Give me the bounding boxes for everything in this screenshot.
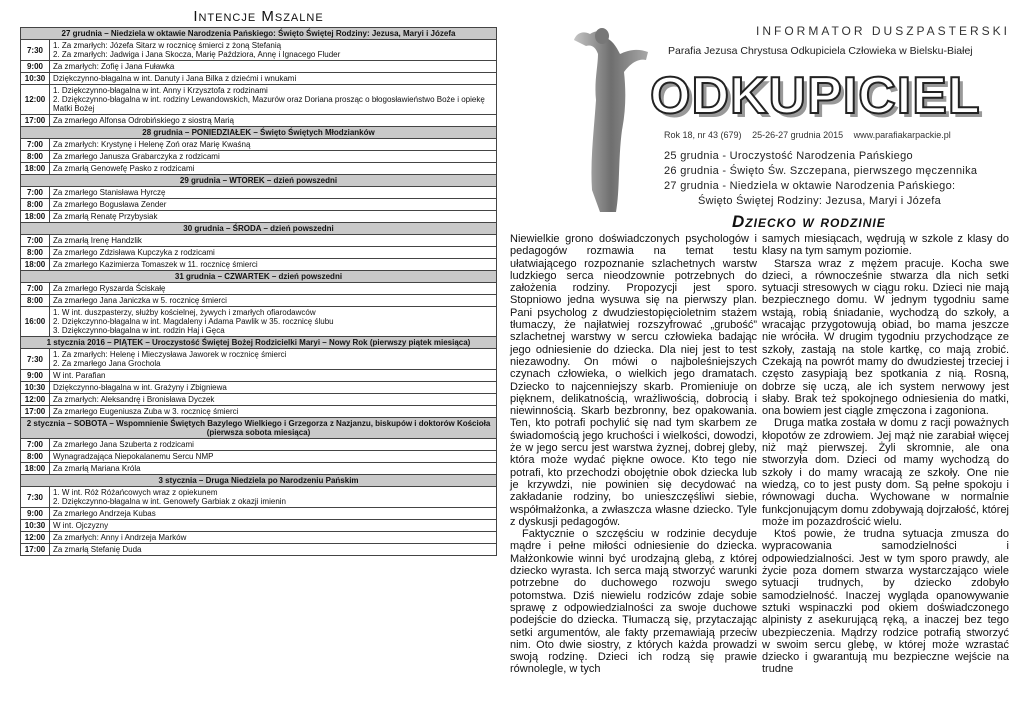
- mass-intention: [50, 163, 497, 175]
- intentions-table: [20, 27, 497, 556]
- mass-row: [21, 115, 497, 127]
- mass-row: [21, 463, 497, 475]
- intention-line: Za zmarłą Stefanię Duda: [53, 545, 142, 554]
- intentions-section: [20, 8, 497, 556]
- mass-time: 12:00: [21, 394, 50, 406]
- intention-line: 2. Dziękczynno-błagalna w int. Genowefy Garbiak z okazji imienin: [53, 497, 286, 506]
- mass-time: 18:00: [21, 259, 50, 271]
- mass-row: [21, 40, 497, 61]
- mass-intention: [50, 382, 497, 394]
- intention-line: Za zmarłego Andrzeja Kubas: [53, 509, 156, 518]
- mass-intention: [50, 394, 497, 406]
- day-header-row: [21, 127, 497, 139]
- intentions-heading: Intencje Mszalne: [193, 8, 324, 25]
- mass-time: 7:30: [21, 40, 50, 61]
- intention-line: W int. Ojczyzny: [53, 521, 109, 530]
- intention-line: Za zmarłego Janusza Grabarczyka z rodzicami: [53, 152, 220, 161]
- newsletter-title: ODKUPICIEL: [650, 67, 981, 125]
- mass-time: 9:00: [21, 61, 50, 73]
- intention-line: Za zmarłego Jana Janiczka w 5. rocznicę śmierci: [53, 296, 227, 305]
- mass-row: [21, 247, 497, 259]
- mass-row: [21, 163, 497, 175]
- day-header: 27 grudnia – Niedziela w oktawie Narodzenia Pańskiego: Święto Świętej Rodziny: Jezusa, Maryi i Józefa: [21, 28, 497, 40]
- article-paragraph: Druga matka została w domu z racji poważnych kłopotów ze zdrowiem. Jej mąż nie zarabiał więcej niż mąż pierwszej. Żyli skromnie, ale ona stworzyła dom. Dzieci od mamy wychodzą do szkoły i do mamy wracają ze szkoły. One nie wiedzą, co to jest pusty dom. Są pełne spokoju i równowagi ducha. Wychowane w normalnie funkcjonującym domu zdobywają dojrzałość, której może im pozazdrościć wielu.: [762, 417, 1010, 528]
- article-paragraph: Starsza wraz z mężem pracuje. Kocha swe dzieci, a równocześnie stwarza dla nich setki sytuacji stresowych w ciągu roku. Dzieci nie mają bezpiecznego domu. W jednym tygodniu same wstają, robią śniadanie, wychodzą do szkoły, a wracając przygotowują obiad, bo mama jeszcze nie wróciła. W drugim tygodniu przychodzące ze szkoły, zastają na stole kartkę, co mają zrobić. Czekają na powrót mamy do dwudziestej trzeciej i często zasypiają bez spotkania z nią. Rosną, dobrze się uczą, ale ich system nerwowy jest słaby. Brak też spokojnego odniesienia do matki, ona bowiem jest ciągle zmęczona i zagoniona.: [762, 257, 1009, 418]
- mass-row: [21, 382, 497, 394]
- mass-time: 8:00: [21, 451, 50, 463]
- mass-intention: [50, 406, 497, 418]
- parish-name: Parafia Jezusa Chrystusa Odkupiciela Człowieka w Bielsku-Białej: [668, 45, 973, 57]
- mass-intention: [50, 85, 497, 115]
- mass-time: 7:30: [21, 349, 50, 370]
- mass-time: 9:00: [21, 508, 50, 520]
- article-column-2: [762, 233, 1009, 676]
- mass-time: 17:00: [21, 406, 50, 418]
- day-header-row: [21, 175, 497, 187]
- feast-item: 25 grudnia - Uroczystość Narodzenia Pańskiego: [664, 150, 913, 162]
- mass-row: [21, 259, 497, 271]
- mass-time: 17:00: [21, 115, 50, 127]
- intention-line: Wynagradzająca Niepokalanemu Sercu NMP: [53, 452, 214, 461]
- day-header: 28 grudnia – PONIEDZIAŁEK – Święto Świętych Młodzianków: [21, 127, 497, 139]
- intention-line: Za zmarłych: Krystynę i Helenę Zoń oraz Marię Kwaśną: [53, 140, 251, 149]
- day-header-row: [21, 223, 497, 235]
- mass-intention: [50, 187, 497, 199]
- mass-intention: [50, 115, 497, 127]
- mass-time: 18:00: [21, 463, 50, 475]
- mass-row: [21, 307, 497, 337]
- intention-line: Za zmarłą Genowefę Pasko z rodzicami: [53, 164, 195, 173]
- mass-time: 18:00: [21, 211, 50, 223]
- issue-line: [664, 130, 959, 140]
- day-header: 2 stycznia – SOBOTA – Wspomnienie Świętych Bazylego Wielkiego i Grzegorza z Nazjanzu, biskupów i doktorów Kościoła (pierwsza sobota miesiąca): [21, 418, 497, 439]
- mass-intention: [50, 139, 497, 151]
- mass-row: [21, 349, 497, 370]
- mass-intention: [50, 520, 497, 532]
- mass-time: 7:30: [21, 487, 50, 508]
- mass-intention: [50, 40, 497, 61]
- article-paragraph: Ktoś powie, że trudna sytuacja zmusza do wypracowania samodzielności i odpowiedzialności. Jest w tym sporo prawdy, ale życie poza domem stwarza wystarczająco wiele sytuacji trudnych, by dziecko zdobyło samodzielność. Inaczej wygląda opanowywanie sztuki wspinaczki pod okiem doświadczonego alpinisty z asekurującą ręką, a inaczej bez tego ubezpieczenia. Mądrzy rodzice potrafią stworzyć w swoim sercu glebę, w której może wzrastać dziecko i gwarantują mu bezpieczne wejście na trudne: [762, 528, 1009, 676]
- intention-line: Za zmarłą Irenę Handzlik: [53, 236, 142, 245]
- mass-intention: [50, 259, 497, 271]
- intention-line: Dziękczynno-błagalna w int. Grażyny i Zbigniewa: [53, 383, 227, 392]
- mass-time: 9:00: [21, 370, 50, 382]
- mass-row: [21, 139, 497, 151]
- intention-line: Za zmarłego Zdzisława Kupczyka z rodzicami: [53, 248, 215, 257]
- mass-intention: [50, 211, 497, 223]
- article-paragraph: Faktycznie o szczęściu w rodzinie decyduje mądre i pełne miłości odniesienie do dziecka. Małżonkowie winni być urodzajną glebą, z której dziecko wyrasta. Ich serca mają stworzyć warunki potrzebne do duchowego rozwoju swego potomstwa. Dziś niewielu rodziców zdaje sobie sprawę z odpowiedzialności za swoje duchowe podejście do dziecka. Tłumaczą się, przytaczając setki argumentów, ale fakty przemawiają przeciw nim. Oto dwie siostry, z których każda prowadzi swoją rodzinę. Dzieci ich rodzą się prawie równolegle, w tych: [510, 528, 757, 676]
- mass-intention: [50, 544, 497, 556]
- day-header-row: [21, 418, 497, 439]
- mass-intention: [50, 508, 497, 520]
- article-title: Dziecko w rodzinie: [732, 212, 886, 231]
- intention-line: Za zmarłego Kazimierza Tomaszek w 11. rocznicę śmierci: [53, 260, 258, 269]
- day-header-row: [21, 271, 497, 283]
- mass-intention: [50, 370, 497, 382]
- intention-line: Za zmarłych: Anny i Andrzeja Marków: [53, 533, 187, 542]
- article-paragraph: samych miesiącach, wędrują w szkole z klasy do klasy na tym samym poziomie.: [762, 233, 1009, 258]
- mass-row: [21, 199, 497, 211]
- mass-row: [21, 439, 497, 451]
- mass-time: 17:00: [21, 544, 50, 556]
- intention-line: Dziękczynno-błagalna w int. Danuty i Jana Bilka z dziećmi i wnukami: [53, 74, 297, 83]
- intention-line: 2. Za zmarłych: Jadwiga i Jana Skocza, Marię Paździora, Annę i Ignacego Fluder: [53, 50, 341, 59]
- mass-time: 8:00: [21, 199, 50, 211]
- issue-dates: 25-26-27 grudnia 2015: [752, 130, 844, 140]
- mass-row: [21, 508, 497, 520]
- mass-time: 7:00: [21, 283, 50, 295]
- mass-intention: [50, 295, 497, 307]
- intention-line: Za zmarłych: Zofię i Jana Fuławka: [53, 62, 175, 71]
- mass-intention: [50, 487, 497, 508]
- mass-time: 10:30: [21, 73, 50, 85]
- mass-row: [21, 73, 497, 85]
- mass-intention: [50, 532, 497, 544]
- mass-intention: [50, 247, 497, 259]
- mass-row: [21, 406, 497, 418]
- intention-line: 2. Za zmarłego Jana Grochola: [53, 359, 161, 368]
- intention-line: 3. Dziękczynno-błagalna w int. rodzin Haj i Gęca: [53, 326, 225, 335]
- day-header: 3 stycznia – Druga Niedziela po Narodzeniu Pańskim: [21, 475, 497, 487]
- mass-time: 7:00: [21, 187, 50, 199]
- mass-row: [21, 370, 497, 382]
- intention-line: Za zmarłą Mariana Króla: [53, 464, 141, 473]
- mass-intention: [50, 235, 497, 247]
- mass-row: [21, 520, 497, 532]
- mass-intention: [50, 463, 497, 475]
- mass-intention: [50, 283, 497, 295]
- intention-line: Za zmarłych: Aleksandrę i Bronisława Dyczek: [53, 395, 215, 404]
- mass-row: [21, 544, 497, 556]
- article-column-1: [510, 233, 757, 676]
- mass-time: 8:00: [21, 151, 50, 163]
- mass-intention: [50, 349, 497, 370]
- mass-intention: [50, 199, 497, 211]
- mass-intention: [50, 61, 497, 73]
- day-header-row: [21, 337, 497, 349]
- intention-line: 2. Dziękczynno-błagalna w int. Magdaleny i Adama Pawlik w 35. rocznicę ślubu: [53, 317, 334, 326]
- intention-line: Za zmarłą Renatę Przybysiak: [53, 212, 158, 221]
- mass-row: [21, 211, 497, 223]
- mass-time: 10:30: [21, 382, 50, 394]
- mass-intention: [50, 307, 497, 337]
- day-header: 30 grudnia – ŚRODA – dzień powszedni: [21, 223, 497, 235]
- mass-time: 7:00: [21, 235, 50, 247]
- intention-line: 1. Za zmarłych: Józefa Sitarz w rocznicę śmierci z żoną Stefanią: [53, 41, 282, 50]
- intention-line: Za zmarłego Eugeniusza Zuba w 3. rocznicę śmierci: [53, 407, 239, 416]
- mass-row: [21, 61, 497, 73]
- mass-time: 10:30: [21, 520, 50, 532]
- mass-row: [21, 187, 497, 199]
- intention-line: 1. Za zmarłych: Helenę i Mieczysława Jaworek w rocznicę śmierci: [53, 350, 287, 359]
- mass-time: 7:00: [21, 439, 50, 451]
- mass-intention: [50, 151, 497, 163]
- feast-item: 26 grudnia - Święto Św. Szczepana, pierwszego męczennika: [664, 165, 978, 177]
- day-header: 1 stycznia 2016 – PIĄTEK – Uroczystość Świętej Bożej Rodzicielki Maryi – Nowy Rok (pierwszy piątek miesiąca): [21, 337, 497, 349]
- informator-label: INFORMATOR DUSZPASTERSKI: [756, 24, 1011, 38]
- mass-row: [21, 151, 497, 163]
- intention-line: Za zmarłego Stanisława Hyrczę: [53, 188, 166, 197]
- mass-row: [21, 394, 497, 406]
- mass-time: 8:00: [21, 295, 50, 307]
- feast-list: [664, 149, 977, 209]
- mass-intention: [50, 451, 497, 463]
- mass-time: 12:00: [21, 532, 50, 544]
- intention-line: Za zmarłego Ryszarda Ściskałę: [53, 284, 166, 293]
- mass-time: 7:00: [21, 139, 50, 151]
- day-header: 31 grudnia – CZWARTEK – dzień powszedni: [21, 271, 497, 283]
- intention-line: Za zmarłego Alfonsa Odrobińskiego z siostrą Marią: [53, 116, 234, 125]
- mass-time: 18:00: [21, 163, 50, 175]
- christ-statue-image: [572, 20, 650, 215]
- mass-row: [21, 283, 497, 295]
- intention-line: 1. W int. Róż Różańcowych wraz z opiekunem: [53, 488, 218, 497]
- intention-line: Za zmarłego Bogusława Zender: [53, 200, 167, 209]
- feast-item: 27 grudnia - Niedziela w oktawie Narodzenia Pańskiego:: [664, 180, 956, 192]
- intention-line: W int. Parafian: [53, 371, 106, 380]
- intention-line: 1. W int. duszpasterzy, służby kościelnej, żywych i zmarłych ofiarodawców: [53, 308, 316, 317]
- intention-line: 2. Dziękczynno-błagalna w int. rodziny Lewandowskich, Mazurów oraz Doriana prosząc o błogosławieństwo Boże i opiekę Matki Bożej: [53, 95, 485, 113]
- mass-row: [21, 487, 497, 508]
- website-link[interactable]: www.parafiakarpackie.pl: [853, 130, 951, 140]
- mass-row: [21, 235, 497, 247]
- day-header-row: [21, 475, 497, 487]
- issue-number: Rok 18, nr 43 (679): [664, 130, 742, 140]
- mass-time: 16:00: [21, 307, 50, 337]
- mass-row: [21, 295, 497, 307]
- intention-line: Za zmarłego Jana Szuberta z rodzicami: [53, 440, 194, 449]
- mass-row: [21, 532, 497, 544]
- day-header-row: [21, 28, 497, 40]
- mass-row: [21, 85, 497, 115]
- intention-line: 1. Dziękczynno-błagalna w int. Anny i Krzysztofa z rodzinami: [53, 86, 268, 95]
- day-header: 29 grudnia – WTOREK – dzień powszedni: [21, 175, 497, 187]
- feast-item: Święto Świętej Rodziny: Jezusa, Maryi i Józefa: [698, 195, 942, 207]
- mass-time: 8:00: [21, 247, 50, 259]
- mass-time: 12:00: [21, 85, 50, 115]
- mass-row: [21, 451, 497, 463]
- mass-intention: [50, 439, 497, 451]
- mass-intention: [50, 73, 497, 85]
- article-paragraph: Niewielkie grono doświadczonych psychologów i pedagogów rozmawia na temat testu ułatwiającego rozpoznanie szlachetnych warstw ludzkiego serca nieodzownie potrzebnych do założenia rodziny. Propozycji jest sporo. Stopniowo jedna wysuwa się na pierwszy plan. Pani psycholog z dwudziestopięcioletnim stażem tłumaczy, że najłatwiej rozszyfrować „grubość” szlachetnej warstwy w sercu człowieka badając jego odniesienie do dziecka. Dla niej jest to test niezawodny. On mówi o najboleśniejszych czynach człowieka, o wielkich jego dramatach. Dziecko to najcenniejszy skarb. Promieniuje on pięknem, delikatnością, wrażliwością, dobrocią i niewinnością. Skarb bezbronny, bez opakowania. Ten, kto potrafi pochylić się nad tym skarbem ze świadomością jego kruchości i wielkości, dowodzi, że w jego sercu jest warstwa żyznej, dobrej gleby, która może wydać piękne owoce. Kto tego nie potrafi, kto przechodzi obojętnie obok dziecka lub je krzywdzi, nie powinien się decydować na zakładanie rodziny, bo unieszczęśliwi siebie, współmałżonka, a zwłaszcza własne dziecko. Tyle z dyskusji pedagogów.: [510, 233, 757, 528]
